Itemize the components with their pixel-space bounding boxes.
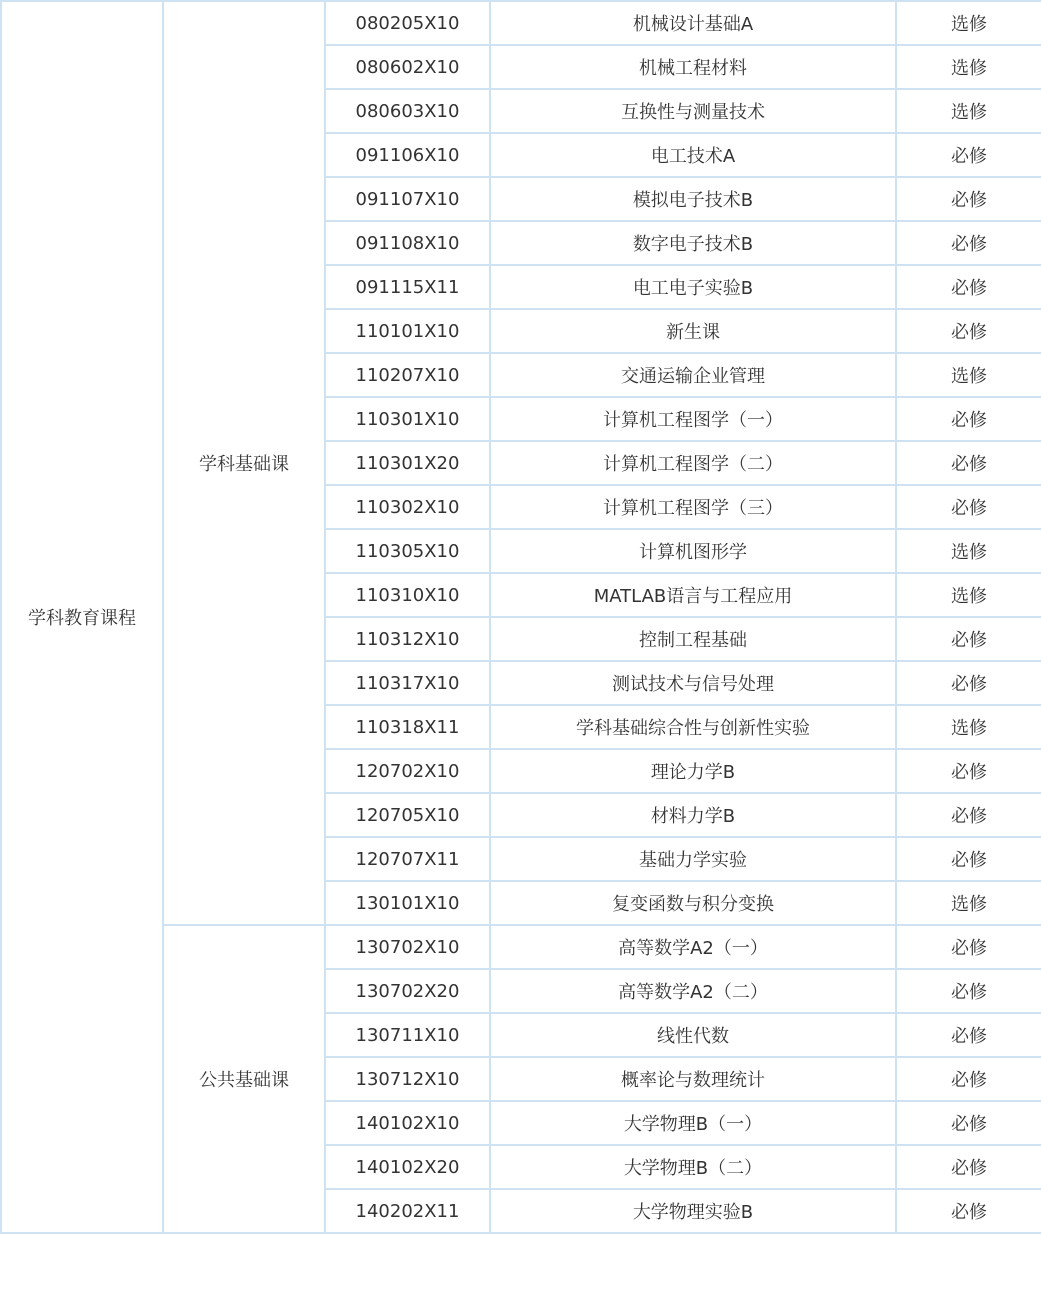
course-code-cell: 091106X10	[325, 133, 490, 177]
course-name-cell: 数字电子技术B	[490, 221, 896, 265]
course-name-cell: 新生课	[490, 309, 896, 353]
category-cell: 学科教育课程	[1, 1, 163, 1233]
course-type-cell: 选修	[896, 881, 1041, 925]
course-code-cell: 120705X10	[325, 793, 490, 837]
course-code-cell: 110318X11	[325, 705, 490, 749]
course-type-cell: 必修	[896, 661, 1041, 705]
course-type-cell: 选修	[896, 529, 1041, 573]
course-name-cell: 大学物理实验B	[490, 1189, 896, 1233]
course-name-cell: 大学物理B（一）	[490, 1101, 896, 1145]
course-code-cell: 110207X10	[325, 353, 490, 397]
course-type-cell: 必修	[896, 749, 1041, 793]
course-code-cell: 110101X10	[325, 309, 490, 353]
group-name-cell: 学科基础课	[163, 1, 325, 925]
course-code-cell: 120707X11	[325, 837, 490, 881]
course-name-cell: 高等数学A2（二）	[490, 969, 896, 1013]
course-type-cell: 选修	[896, 353, 1041, 397]
course-type-cell: 必修	[896, 397, 1041, 441]
course-name-cell: 计算机图形学	[490, 529, 896, 573]
course-code-cell: 080205X10	[325, 1, 490, 45]
course-type-cell: 必修	[896, 485, 1041, 529]
course-code-cell: 091107X10	[325, 177, 490, 221]
course-name-cell: 机械工程材料	[490, 45, 896, 89]
course-code-cell: 130702X10	[325, 925, 490, 969]
course-code-cell: 130712X10	[325, 1057, 490, 1101]
course-name-cell: 材料力学B	[490, 793, 896, 837]
curriculum-table-body	[1, 1, 1041, 1233]
course-name-cell: 电工技术A	[490, 133, 896, 177]
course-type-cell: 必修	[896, 441, 1041, 485]
course-type-cell: 必修	[896, 309, 1041, 353]
course-type-cell: 必修	[896, 1101, 1041, 1145]
course-name-cell: 计算机工程图学（二）	[490, 441, 896, 485]
course-name-cell: 交通运输企业管理	[490, 353, 896, 397]
course-type-cell: 选修	[896, 1, 1041, 45]
course-type-cell: 必修	[896, 793, 1041, 837]
table-row	[1, 1, 1041, 45]
course-name-cell: 学科基础综合性与创新性实验	[490, 705, 896, 749]
course-type-cell: 必修	[896, 969, 1041, 1013]
course-name-cell: 测试技术与信号处理	[490, 661, 896, 705]
course-code-cell: 110317X10	[325, 661, 490, 705]
course-name-cell: 大学物理B（二）	[490, 1145, 896, 1189]
course-type-cell: 必修	[896, 1145, 1041, 1189]
course-name-cell: 高等数学A2（一）	[490, 925, 896, 969]
course-name-cell: 机械设计基础A	[490, 1, 896, 45]
course-code-cell: 080603X10	[325, 89, 490, 133]
course-type-cell: 必修	[896, 1013, 1041, 1057]
course-code-cell: 140102X10	[325, 1101, 490, 1145]
course-code-cell: 110312X10	[325, 617, 490, 661]
course-code-cell: 091115X11	[325, 265, 490, 309]
course-type-cell: 必修	[896, 133, 1041, 177]
course-name-cell: 互换性与测量技术	[490, 89, 896, 133]
course-type-cell: 选修	[896, 573, 1041, 617]
course-code-cell: 110305X10	[325, 529, 490, 573]
course-code-cell: 140102X20	[325, 1145, 490, 1189]
course-type-cell: 必修	[896, 617, 1041, 661]
course-type-cell: 必修	[896, 925, 1041, 969]
course-name-cell: 线性代数	[490, 1013, 896, 1057]
course-name-cell: MATLAB语言与工程应用	[490, 573, 896, 617]
course-name-cell: 模拟电子技术B	[490, 177, 896, 221]
course-name-cell: 复变函数与积分变换	[490, 881, 896, 925]
course-name-cell: 基础力学实验	[490, 837, 896, 881]
course-type-cell: 必修	[896, 177, 1041, 221]
course-type-cell: 必修	[896, 265, 1041, 309]
course-code-cell: 110301X20	[325, 441, 490, 485]
course-name-cell: 理论力学B	[490, 749, 896, 793]
course-type-cell: 选修	[896, 705, 1041, 749]
course-type-cell: 必修	[896, 1189, 1041, 1233]
course-name-cell: 计算机工程图学（一）	[490, 397, 896, 441]
course-name-cell: 计算机工程图学（三）	[490, 485, 896, 529]
course-code-cell: 110302X10	[325, 485, 490, 529]
course-type-cell: 选修	[896, 45, 1041, 89]
course-code-cell: 140202X11	[325, 1189, 490, 1233]
course-type-cell: 必修	[896, 837, 1041, 881]
course-type-cell: 必修	[896, 221, 1041, 265]
course-name-cell: 概率论与数理统计	[490, 1057, 896, 1101]
course-name-cell: 控制工程基础	[490, 617, 896, 661]
course-name-cell: 电工电子实验B	[490, 265, 896, 309]
course-code-cell: 091108X10	[325, 221, 490, 265]
course-code-cell: 080602X10	[325, 45, 490, 89]
course-type-cell: 必修	[896, 1057, 1041, 1101]
course-code-cell: 110310X10	[325, 573, 490, 617]
course-type-cell: 选修	[896, 89, 1041, 133]
course-code-cell: 130702X20	[325, 969, 490, 1013]
course-code-cell: 130711X10	[325, 1013, 490, 1057]
course-code-cell: 130101X10	[325, 881, 490, 925]
group-name-cell: 公共基础课	[163, 925, 325, 1233]
course-code-cell: 120702X10	[325, 749, 490, 793]
course-code-cell: 110301X10	[325, 397, 490, 441]
